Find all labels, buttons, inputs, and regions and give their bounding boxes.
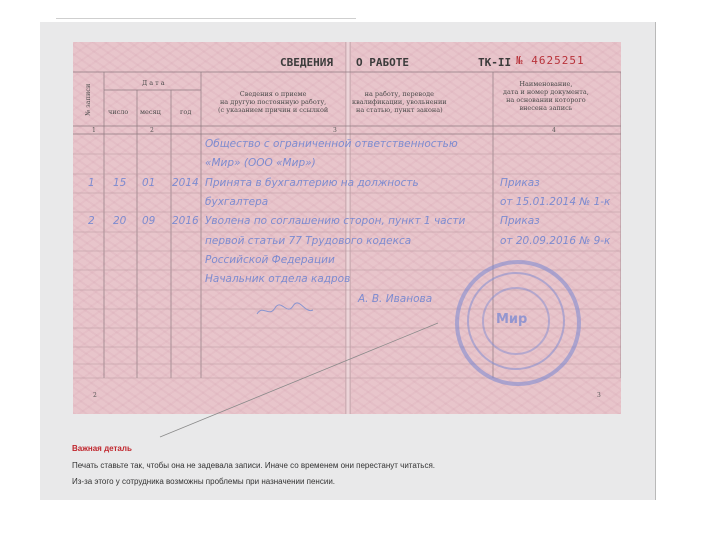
signatory-name: А. В. Иванова [358, 293, 433, 305]
page-number-right: 3 [597, 392, 601, 399]
entry-1-month: 01 [142, 177, 156, 189]
col-number-4: 4 [552, 127, 556, 134]
entry-1-number: 1 [88, 177, 95, 189]
entry-1-basis-2: от 15.01.2014 № 1-к [500, 196, 611, 208]
col-number-2: 2 [150, 127, 154, 134]
col-basis: Наименование, дата и номер документа, на основании которого внесена запись [503, 80, 589, 112]
entry-1-year: 2014 [172, 177, 199, 189]
form-code: ТК-II [478, 56, 512, 69]
col-record-no: № записи [84, 83, 92, 116]
note-title: Важная деталь [72, 444, 132, 453]
entry-2-text-3: Российской Федерации [205, 254, 335, 266]
page-number-left: 2 [93, 392, 97, 399]
entry-2-basis-1: Приказ [500, 215, 540, 227]
header-title-left: СВЕДЕНИЯ [280, 56, 333, 69]
note-line-1: Печать ставьте так, чтобы она не задевала записи. Иначе со временем они перестанут читаться. [72, 461, 436, 470]
entry-1-text-2: бухгалтера [205, 196, 269, 208]
entry-2-basis-2: от 20.09.2016 № 9-к [500, 235, 611, 247]
col-number-1: 1 [92, 127, 96, 134]
col-month: месяц [140, 108, 161, 116]
stamp-text: Мир [496, 312, 528, 327]
org-line-2: «Мир» (ООО «Мир») [205, 157, 316, 169]
signatory-role: Начальник отдела кадров [205, 273, 351, 285]
serial-number: № 4625251 [516, 54, 585, 67]
entry-2-month: 09 [142, 215, 156, 227]
entry-2-number: 2 [88, 215, 95, 227]
col-day: число [108, 108, 129, 116]
col-info-right: на работу, переводе квалификации, увольнении на статью, пункт закона) [352, 90, 447, 114]
entry-2-text-2: первой статьи 77 Трудового кодекса [205, 235, 412, 247]
note-line-2: Из-за этого у сотрудника возможны проблемы при назначении пенсии. [72, 477, 336, 486]
entry-2-year: 2016 [172, 215, 199, 227]
col-info-left: Сведения о приеме на другую постоянную работу, (с указанием причин и ссылкой [218, 90, 329, 114]
entry-1-day: 15 [113, 177, 127, 189]
col-date: Дата [142, 79, 167, 87]
entry-1-basis-1: Приказ [500, 177, 540, 189]
org-line-1: Общество с ограниченной ответственностью [205, 138, 458, 150]
col-number-3: 3 [333, 127, 337, 134]
entry-2-day: 20 [113, 215, 127, 227]
header-title-right: О РАБОТЕ [356, 56, 409, 69]
entry-1-text-1: Принята в бухгалтерию на должность [205, 177, 419, 189]
col-year: год [180, 108, 192, 116]
entry-2-text-1: Уволена по соглашению сторон, пункт 1 части [205, 215, 466, 227]
